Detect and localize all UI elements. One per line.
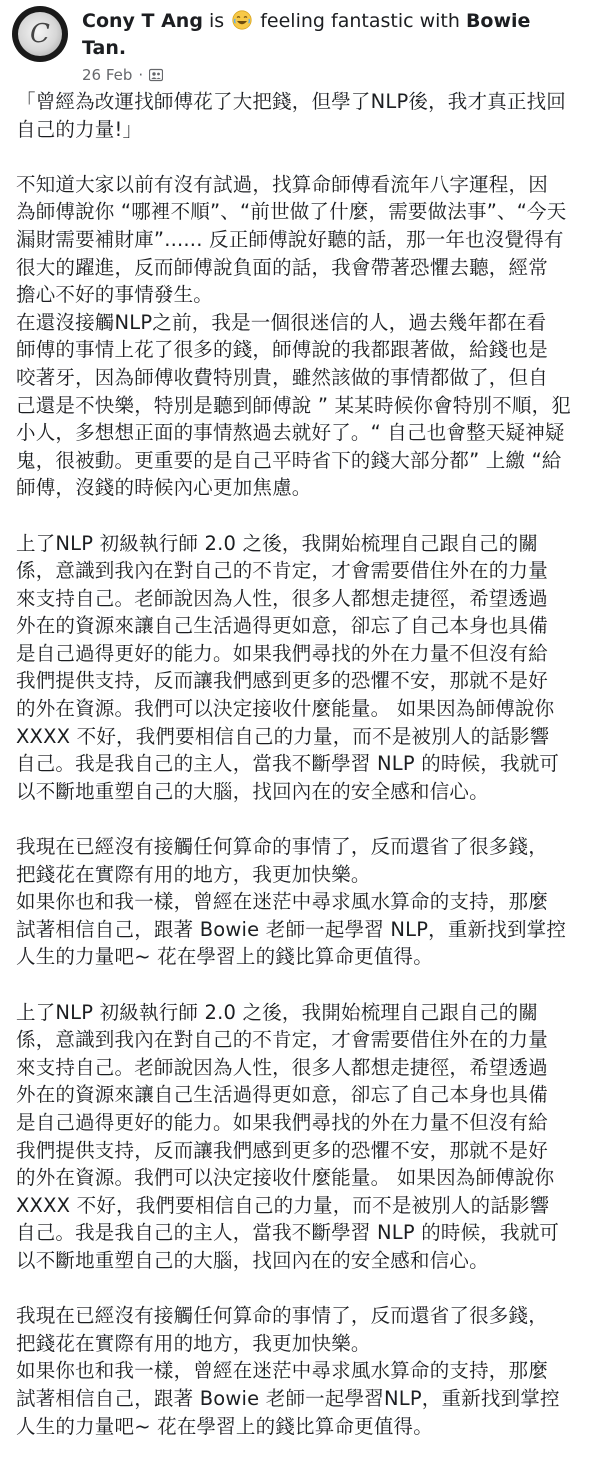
tagged-name-line2[interactable]: Tan. <box>82 37 127 59</box>
post-paragraph-nlp-repeat: 上了NLP 初級執行師 2.0 之後，我開始梳理自己跟自己的關 係，意識到我內在對自己的不肯定，才會需要借住外在的力量 來支持自己。老師說因為人性，很多人都想走捷徑，希望透過 外在的資源來讓自己生活過得更如意，卻忘了自己本身也具備 是自己過得更好的能力。如果我們尋找的外在力量不但沒有給 我們提供支持，反而讓我們感到更多的恐懼不安，那就不是好 的外在資源。我們可以決定接收什麼能量。 如果因為師傅說你 XXXX 不好，我們要相信自己的力量，而不是被別人的話影響 自己。我是我自己的主人，當我不斷學習 NLP 的時候，我就可 以不斷地重塑自己的大腦，找回內在的安全感和信心。 <box>16 1000 560 1272</box>
post-paragraph-nlp: 上了NLP 初級執行師 2.0 之後，我開始梳理自己跟自己的關 係，意識到我內在對自己的不肯定，才會需要借住外在的力量 來支持自己。老師說因為人性，很多人都想走捷徑，希望透過 外在的資源來讓自己生活過得更如意，卻忘了自己本身也具備 是自己過得更好的能力。如果我們尋找的外在力量不但沒有給 我們提供支持，反而讓我們感到更多的恐懼不安，那就不是好 的外在資源。我們可以決定接收什麼能量。 如果因為師傅說你 XXXX 不好，我們要相信自己的力量，而不是被別人的話影響 自己。我是我自己的主人，當我不斷學習 NLP 的時候，我就可 以不斷地重塑自己的大腦，找回內在的安全感和信心。 <box>16 531 560 803</box>
post-header <box>12 6 582 86</box>
post-header-text <box>82 8 582 84</box>
author-name[interactable]: Cony T Ang <box>82 10 203 32</box>
tagged-name[interactable]: Bowie <box>465 10 531 32</box>
is-text: is <box>202 10 231 32</box>
post-paragraph-story: 不知道大家以前有沒有試過，找算命師傅看流年八字運程，因 為師傅說你 “哪裡不順”、“前世做了什麼，需要做法事”、“今天 漏財需要補財庫”...... 反正師傅說好聽的話，那一年也沒覺得有 很大的躍進，反而師傅說負面的話，我會帶著恐懼去聽，經常 擔心不好的事情發生。 在還沒接觸NLP之前，我是一個很迷信的人，過去幾年都在看 師傅的事情上花了很多的錢，師傅說的我都跟著做，給錢也是 咬著牙，因為師傅收費特別貴，雖然該做的事情都做了，但自 己還是不快樂，特別是聽到師傅說 ” 某某時候你會特別不順，犯 小人，多想想正面的事情熬過去就好了。“ 自己也會整天疑神疑 鬼，很被動。更重要的是自己平時省下的錢大部分都” 上繳 “給 師傅，沒錢的時候內心更加焦慮。 <box>16 172 571 500</box>
post-paragraph-conclusion-repeat: 我現在已經沒有接觸任何算命的事情了，反而還省了很多錢， 把錢花在實際有用的地方，我更加快樂。 如果你也和我一樣，曾經在迷茫中尋求風水算命的支持，那麼 試著相信自己，跟著 Bowie 老師一起學習NLP，重新找到掌控 人生的力量吧~ 花在學習上的錢比算命更值得。 <box>16 1304 560 1438</box>
post-date[interactable]: 26 Feb <box>82 66 133 84</box>
laughing-emoji-icon <box>232 10 252 30</box>
post-meta <box>82 66 582 84</box>
meta-separator: · <box>138 66 144 84</box>
post-title-line <box>82 8 582 62</box>
feeling-text: feeling fantastic with <box>254 10 466 32</box>
post-paragraph-quote: 「曾經為改運找師傅花了大把錢，但學了NLP後，我才真正找回 自己的力量!」 <box>16 90 567 141</box>
post-paragraph-conclusion: 我現在已經沒有接觸任何算命的事情了，反而還省了很多錢， 把錢花在實際有用的地方，我更加快樂。 如果你也和我一樣，曾經在迷茫中尋求風水算命的支持，那麼 試著相信自己，跟著 Bowie 老師一起學習 NLP，重新找到掌控 人生的力量吧~ 花在學習上的錢比算命更值得。 <box>16 835 567 969</box>
avatar[interactable] <box>12 6 68 62</box>
friends-icon[interactable] <box>149 68 163 82</box>
avatar-logo-icon: C <box>18 12 62 56</box>
post-body <box>16 88 578 1468</box>
